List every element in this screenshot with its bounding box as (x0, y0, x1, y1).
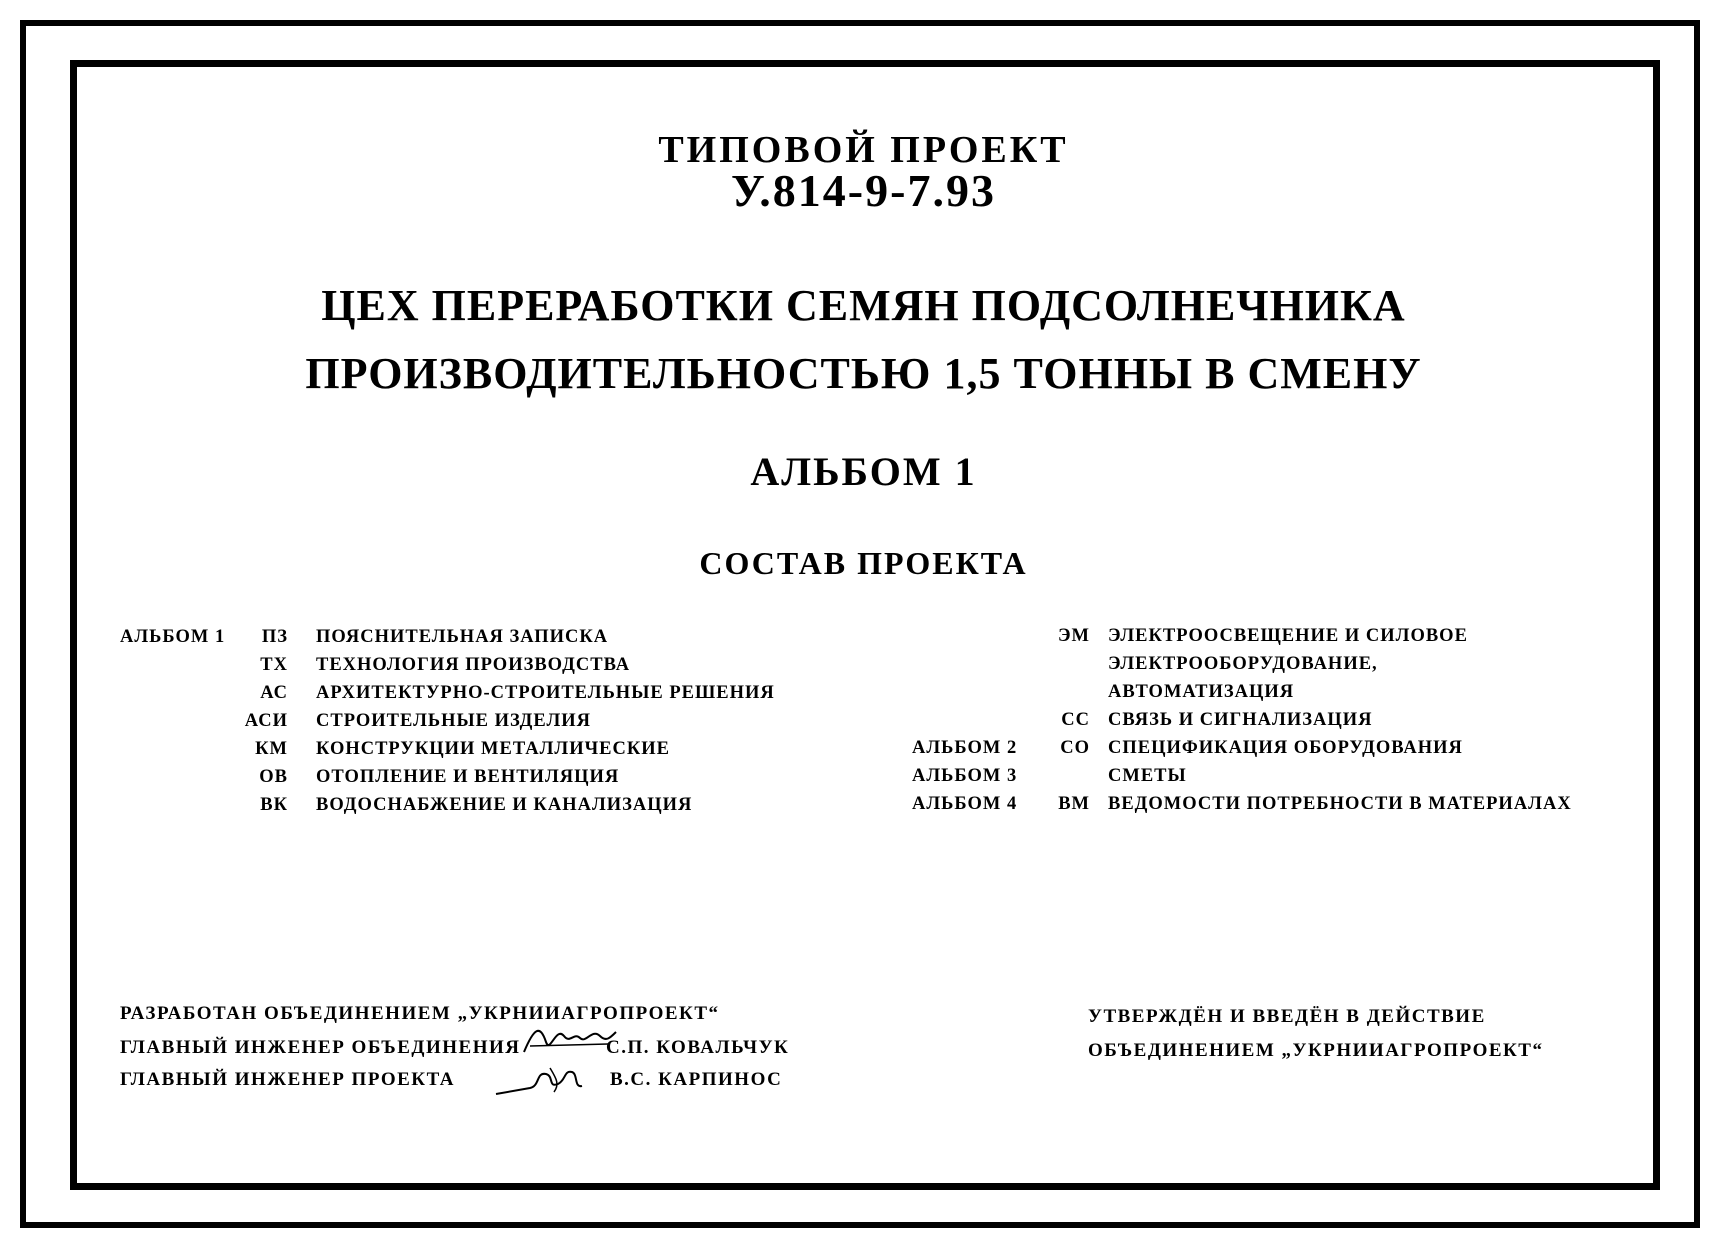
section-code: ТХ (260, 655, 288, 675)
chief-engineer-assoc-name: С.П. КОВАЛЬЧУК (606, 1037, 790, 1058)
signature-chief-engineer-project (490, 1058, 600, 1102)
section-title: СВЯЗЬ И СИГНАЛИЗАЦИЯ (1108, 710, 1373, 730)
section-code: ОВ (259, 767, 288, 787)
developed-by: РАЗРАБОТАН ОБЪЕДИНЕНИЕМ „УКРНИИАГРОПРОЕКТ“ (120, 1003, 720, 1024)
section-title: СТРОИТЕЛЬНЫЕ ИЗДЕЛИЯ (316, 711, 592, 731)
section-title: АВТОМАТИЗАЦИЯ (1108, 682, 1295, 702)
section-title: ПОЯСНИТЕЛЬНАЯ ЗАПИСКА (316, 627, 609, 647)
album-label: АЛЬБОМ 2 (912, 738, 1018, 758)
section-title: ТЕХНОЛОГИЯ ПРОИЗВОДСТВА (316, 655, 631, 675)
section-title: ВОДОСНАБЖЕНИЕ И КАНАЛИЗАЦИЯ (316, 795, 693, 815)
section-title: ЭЛЕКТРООСВЕЩЕНИЕ И СИЛОВОЕ (1108, 626, 1468, 646)
album-label: АЛЬБОМ 1 (120, 627, 226, 647)
section-code: АСИ (244, 711, 288, 731)
project-code: У.814-9-7.93 (731, 165, 996, 216)
title-line-2: ПРОИЗВОДИТЕЛЬНОСТЬЮ 1,5 ТОННЫ В СМЕНУ (305, 349, 1422, 398)
section-title: СМЕТЫ (1108, 766, 1187, 786)
title-line-1: ЦЕХ ПЕРЕРАБОТКИ СЕМЯН ПОДСОЛНЕЧНИКА (321, 281, 1406, 330)
album-label: АЛЬБОМ 3 (912, 766, 1018, 786)
section-code: ПЗ (261, 627, 288, 647)
album-heading: АЛЬБОМ 1 (750, 449, 977, 494)
section-title: ВЕДОМОСТИ ПОТРЕБНОСТИ В МАТЕРИАЛАХ (1108, 794, 1572, 814)
section-code: КМ (255, 739, 288, 759)
section-code: СО (1060, 738, 1090, 758)
approved-line-1: УТВЕРЖДЁН И ВВЕДЁН В ДЕЙСТВИЕ (1088, 1006, 1486, 1027)
chief-engineer-assoc-label: ГЛАВНЫЙ ИНЖЕНЕР ОБЪЕДИНЕНИЯ (120, 1037, 521, 1058)
chief-engineer-project-name: В.С. КАРПИНОС (610, 1069, 783, 1090)
section-code: ВМ (1058, 794, 1090, 814)
section-title: СПЕЦИФИКАЦИЯ ОБОРУДОВАНИЯ (1108, 738, 1463, 758)
section-title: ЭЛЕКТРООБОРУДОВАНИЕ, (1108, 654, 1378, 674)
section-code: АС (260, 683, 288, 703)
composition-heading: СОСТАВ ПРОЕКТА (699, 545, 1028, 581)
signature-chief-engineer-assoc (520, 1018, 620, 1060)
section-code: СС (1061, 710, 1090, 730)
approved-line-2: ОБЪЕДИНЕНИЕМ „УКРНИИАГРОПРОЕКТ“ (1088, 1040, 1544, 1061)
chief-engineer-project-label: ГЛАВНЫЙ ИНЖЕНЕР ПРОЕКТА (120, 1069, 456, 1090)
section-title: ОТОПЛЕНИЕ И ВЕНТИЛЯЦИЯ (316, 767, 620, 787)
section-title: КОНСТРУКЦИИ МЕТАЛЛИЧЕСКИЕ (316, 739, 671, 759)
project-type: ТИПОВОЙ ПРОЕКТ (658, 129, 1069, 171)
section-code: ЭМ (1057, 626, 1090, 646)
section-title: АРХИТЕКТУРНО-СТРОИТЕЛЬНЫЕ РЕШЕНИЯ (316, 683, 775, 703)
section-code: ВК (260, 795, 288, 815)
album-label: АЛЬБОМ 4 (912, 794, 1018, 814)
